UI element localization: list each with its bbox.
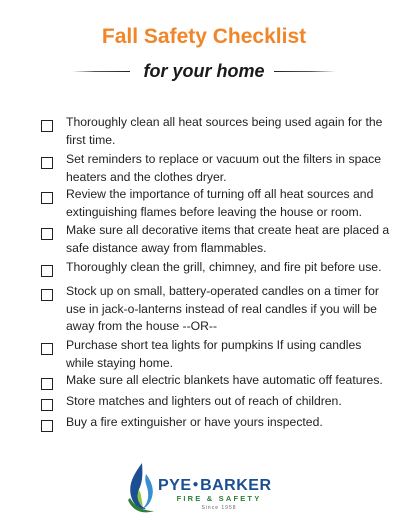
brand-name-right: BARKER [200,477,272,494]
brand-dot: ● [192,479,200,490]
checkbox[interactable] [41,157,53,169]
item-line: Make sure all decorative items that create heat are placed a [66,223,390,237]
checkbox[interactable] [41,192,53,204]
item-line: Stock up on small, battery-operated candles on a timer for [66,284,379,298]
checklist-item-text [66,414,384,432]
brand-tagline: FIRE & SAFETY [176,494,262,503]
checklist-item-text [66,337,384,372]
checklist-item-text [66,151,384,186]
checkbox[interactable] [41,343,53,355]
checkbox[interactable] [41,420,53,432]
checklist-item-text [66,186,384,221]
checklist-item-text [66,393,384,411]
brand-name-left: PYE [158,477,192,494]
checkbox[interactable] [41,265,53,277]
item-line: use in jack-o-lanterns instead of real candles if you will be [66,301,377,316]
item-line: Store matches and lighters out of reach of children. [66,394,342,408]
item-line: Thoroughly clean all heat sources being used again for the [66,115,383,129]
item-line: while staying home. [66,355,174,370]
item-line: safe distance away from flammables. [66,240,267,255]
checklist-item-text [66,222,390,257]
page-title: Fall Safety Checklist [101,25,307,48]
item-line: first time. [66,132,116,147]
checkbox[interactable] [41,120,53,132]
flame-icon [124,460,160,518]
checklist-item-text [66,372,384,390]
item-line: Thoroughly clean the grill, chimney, and fire pit before use. [66,260,382,274]
checklist-item-text [66,283,384,336]
item-line: away from the house --OR-- [66,319,218,333]
checkbox[interactable] [41,289,53,301]
brand-since: Since 1958 [201,505,237,511]
checklist-item-text [66,259,384,277]
page-subtitle: for your home [143,61,265,81]
item-line: Review the importance of turning off all heat sources and [66,187,374,201]
item-line: Buy a fire extinguisher or have yours inspected. [66,415,323,429]
checkbox[interactable] [41,378,53,390]
item-line: Set reminders to replace or vacuum out the filters in space [66,152,381,166]
brand-name [158,476,272,495]
checklist-item-text [66,114,384,149]
item-line: Purchase short tea lights for pumpkins If using candles [66,338,362,352]
pye-barker-logo [124,460,284,518]
checkbox[interactable] [41,228,53,240]
item-line: heaters and the clothes dryer. [66,169,227,184]
item-line: Make sure all electric blankets have automatic off features. [66,373,383,387]
checkbox[interactable] [41,399,53,411]
item-line: extinguishing flames before leaving the house or room. [66,204,363,219]
